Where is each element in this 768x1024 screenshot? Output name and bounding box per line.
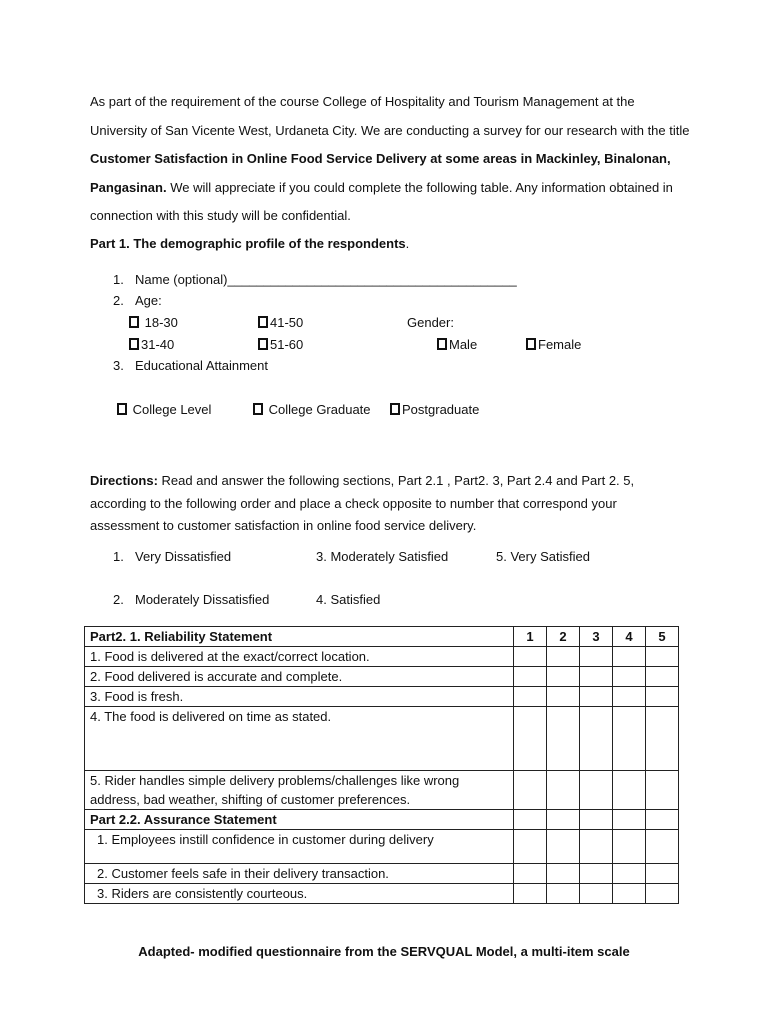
education-option-label: College Graduate: [268, 402, 371, 417]
age-option-label: 41-50: [270, 315, 304, 330]
age-option-label: 51-60: [270, 337, 304, 352]
age-option-51-60[interactable]: [258, 337, 303, 353]
rating-cell[interactable]: [580, 830, 613, 864]
rating-cell[interactable]: [514, 707, 547, 771]
education-option-college-level[interactable]: [117, 402, 211, 418]
checkbox-icon[interactable]: [117, 403, 127, 415]
table-row: [85, 687, 679, 707]
rating-cell[interactable]: [580, 647, 613, 667]
rating-cell[interactable]: [613, 667, 646, 687]
rating-cell: [646, 810, 679, 830]
rating-cell[interactable]: [613, 687, 646, 707]
checkbox-icon[interactable]: [129, 338, 139, 350]
rating-header-5: 5: [646, 627, 679, 647]
age-option-18-30[interactable]: [129, 315, 178, 331]
table-row: [85, 864, 679, 884]
rating-cell[interactable]: [580, 707, 613, 771]
statement-cell: 1. Food is delivered at the exact/correct location.: [85, 647, 514, 667]
rating-cell[interactable]: [646, 667, 679, 687]
rating-cell[interactable]: [613, 707, 646, 771]
rating-header-1: 1: [514, 627, 547, 647]
scale-item-5: 5. Very Satisfied: [496, 549, 590, 564]
part1-heading-suffix: .: [405, 236, 410, 251]
checkbox-icon[interactable]: [390, 403, 400, 415]
scale-item-3: 3. Moderately Satisfied: [316, 549, 449, 564]
intro-text-1: As part of the requirement of the course College of Hospitality and Tourism Management at the University of San Vicente West, Urdaneta City. We are conducting a survey for our research with the title: [90, 94, 690, 138]
footer-note: Adapted- modified questionnaire from the SERVQUAL Model, a multi-item scale: [138, 944, 630, 959]
table-row: [85, 884, 679, 904]
name-label: Name (optional)________________________________________: [135, 272, 517, 287]
rating-cell[interactable]: [514, 667, 547, 687]
checkbox-icon[interactable]: [258, 316, 268, 328]
rating-header-3: 3: [580, 627, 613, 647]
rating-cell[interactable]: [646, 771, 679, 810]
statement-cell: 3. Food is fresh.: [85, 687, 514, 707]
gender-label: Gender:: [407, 315, 454, 330]
gender-option-label: Female: [538, 337, 582, 352]
age-option-31-40[interactable]: [129, 337, 174, 353]
intro-text-2: We will appreciate if you could complete the following table. Any information obtained in connection with this study will be confidential.: [90, 179, 673, 223]
checkbox-icon[interactable]: [258, 338, 268, 350]
scale-item-1: [113, 549, 231, 565]
scale-number: 2.: [113, 592, 124, 607]
statement-cell: 3. Riders are consistently courteous.: [85, 884, 514, 904]
rating-cell: [514, 810, 547, 830]
rating-cell[interactable]: [580, 687, 613, 707]
scale-item-4: 4. Satisfied: [316, 592, 381, 607]
education-option-label: College Level: [132, 402, 212, 417]
education-item: [113, 358, 268, 374]
rating-cell[interactable]: [514, 830, 547, 864]
statement-cell: 2. Food delivered is accurate and complete.: [85, 667, 514, 687]
part1-heading: [90, 236, 409, 251]
part1-heading-text: Part 1. The demographic profile of the respondents: [90, 236, 406, 251]
section2-header-row: [85, 810, 679, 830]
rating-header-4: 4: [613, 627, 646, 647]
section2-heading: Part 2.2. Assurance Statement: [85, 810, 514, 830]
gender-option-label: Male: [449, 337, 478, 352]
intro-paragraph: [90, 88, 690, 231]
rating-cell[interactable]: [580, 884, 613, 904]
education-option-postgraduate[interactable]: [390, 402, 479, 418]
rating-cell[interactable]: [514, 771, 547, 810]
statement-cell: 4. The food is delivered on time as stated.: [85, 707, 514, 771]
rating-cell[interactable]: [580, 667, 613, 687]
rating-table: [84, 626, 679, 904]
rating-cell[interactable]: [547, 667, 580, 687]
directions-paragraph: [90, 470, 680, 538]
education-option-label: Postgraduate: [402, 402, 480, 417]
rating-cell[interactable]: [547, 830, 580, 864]
name-field[interactable]: [113, 272, 517, 288]
scale-item-2: [113, 592, 269, 608]
rating-cell[interactable]: [646, 687, 679, 707]
age-number: 2.: [113, 293, 124, 308]
rating-cell[interactable]: [646, 864, 679, 884]
rating-cell[interactable]: [613, 864, 646, 884]
checkbox-icon[interactable]: [437, 338, 447, 350]
rating-cell: [547, 810, 580, 830]
rating-cell[interactable]: [646, 707, 679, 771]
rating-cell[interactable]: [547, 687, 580, 707]
rating-cell[interactable]: [646, 830, 679, 864]
age-label: Age:: [135, 293, 162, 308]
rating-cell[interactable]: [547, 707, 580, 771]
education-label: Educational Attainment: [135, 358, 268, 373]
directions-text: Read and answer the following sections, Part 2.1 , Part2. 3, Part 2.4 and Part 2. 5, according to the following order and place a check opposite to number that correspond your assessment to customer satisfaction in online food service delivery.: [90, 473, 635, 533]
rating-cell: [613, 810, 646, 830]
research-title: Customer Satisfaction in Online Food Service Delivery at some areas in Mackinley, Binalonan, Pangasinan.: [90, 151, 671, 195]
directions-label: Directions:: [90, 473, 158, 488]
rating-cell[interactable]: [613, 647, 646, 667]
rating-cell[interactable]: [547, 884, 580, 904]
education-option-college-graduate[interactable]: [253, 402, 371, 418]
rating-cell: [580, 810, 613, 830]
table-row: [85, 647, 679, 667]
rating-cell[interactable]: [547, 864, 580, 884]
rating-cell[interactable]: [613, 771, 646, 810]
section1-header-row: [85, 627, 679, 647]
rating-cell[interactable]: [580, 864, 613, 884]
rating-cell[interactable]: [514, 864, 547, 884]
rating-cell[interactable]: [547, 771, 580, 810]
section1-heading: Part2. 1. Reliability Statement: [85, 627, 514, 647]
statement-cell: 1. Employees instill confidence in customer during delivery: [85, 830, 514, 864]
checkbox-icon[interactable]: [129, 316, 139, 328]
table-row: [85, 830, 679, 864]
age-option-41-50[interactable]: [258, 315, 303, 331]
scale-label: Very Dissatisfied: [135, 549, 232, 564]
gender-option-male[interactable]: [437, 337, 477, 353]
table-row: [85, 771, 679, 810]
rating-cell[interactable]: [514, 687, 547, 707]
name-number: 1.: [113, 272, 124, 287]
statement-cell: 2. Customer feels safe in their delivery transaction.: [85, 864, 514, 884]
age-option-label: 18-30: [144, 315, 178, 330]
rating-header-2: 2: [547, 627, 580, 647]
education-number: 3.: [113, 358, 124, 373]
age-item: [113, 293, 162, 309]
rating-cell[interactable]: [646, 884, 679, 904]
rating-cell[interactable]: [613, 884, 646, 904]
scale-number: 1.: [113, 549, 124, 564]
rating-cell[interactable]: [514, 884, 547, 904]
rating-cell[interactable]: [514, 647, 547, 667]
age-option-label: 31-40: [141, 337, 175, 352]
rating-cell[interactable]: [547, 647, 580, 667]
table-row: [85, 667, 679, 687]
gender-option-female[interactable]: [526, 337, 581, 353]
checkbox-icon[interactable]: [253, 403, 263, 415]
rating-cell[interactable]: [646, 647, 679, 667]
scale-label: Moderately Dissatisfied: [135, 592, 270, 607]
rating-cell[interactable]: [580, 771, 613, 810]
statement-cell: 5. Rider handles simple delivery problems/challenges like wrong address, bad weather, shifting of customer preferences.: [85, 771, 514, 810]
checkbox-icon[interactable]: [526, 338, 536, 350]
table-row: [85, 707, 679, 771]
rating-cell[interactable]: [613, 830, 646, 864]
